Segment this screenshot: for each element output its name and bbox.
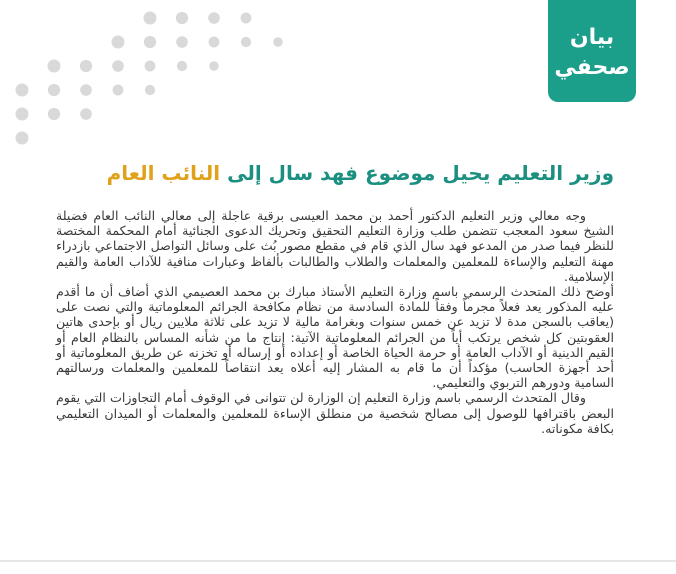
decorative-dot [16, 132, 29, 145]
paragraph-3: وقال المتحدث الرسمي باسم وزارة التعليم إن الوزارة لن تتوانى في الوقوف أمام التجاوزات التي يقوم البعض باقترافها للوصول إلى مصالح شخصية من منطلق الإساءة للمعلمين والمعلمات أو الميدان التعليمي بكافة مكوناته. [56, 390, 614, 436]
decorative-dot [176, 12, 188, 24]
decorative-dot [113, 85, 124, 96]
decorative-dot [273, 37, 283, 47]
decorative-dot [145, 85, 155, 95]
decorative-dot [112, 60, 124, 72]
decorative-dot [241, 13, 252, 24]
badge-line-1: بيان [569, 25, 615, 50]
decorative-dot [80, 108, 92, 120]
decorative-dot [16, 84, 29, 97]
decorative-dot [16, 108, 29, 121]
headline [54, 158, 614, 188]
headline-accent: النائب العام [106, 161, 221, 185]
decorative-dot [48, 84, 60, 96]
decorative-dot [48, 60, 61, 73]
decorative-dot [80, 84, 92, 96]
bottom-divider [0, 560, 676, 574]
decorative-dot [144, 12, 157, 25]
badge-line-2: صحفي [554, 55, 630, 80]
decorative-dot [145, 61, 156, 72]
headline-main: وزير التعليم يحيل موضوع فهد سال إلى [220, 161, 614, 185]
decorative-dot [144, 36, 156, 48]
decorative-dot [176, 36, 188, 48]
press-release-badge [548, 0, 636, 102]
decorative-dot [80, 60, 92, 72]
decorative-dot [208, 12, 220, 24]
decorative-dot [209, 37, 220, 48]
paragraph-2: أوضح ذلك المتحدث الرسمي باسم وزارة التعليم الأستاذ مبارك بن محمد العصيمي الذي أضاف أن ما أقدم عليه المذكور يعد فعلاً مجرماً وفقاً للمادة السادسة من نظام مكافحة الجرائم المعلوماتية والتي نصت على (يعاقب بالسجن مدة لا تزيد عن خمس سنوات وبغرامة مالية لا تزيد على ثلاثة ملايين ريال أو بإحدى هاتين العقوبتين كل شخص يرتكب أياً من الجرائم المعلوماتية الآتية: إنتاج ما من شأنه المساس بالنظام العام أو القيم الدينية أو الآداب العامة أو حرمة الحياة الخاصة أو إعداده أو إرساله أو تخزنه عن طريق المعلوماتية أو أحد أجهزة الحاسب) مؤكداً أن ما قام به المشار إليه أعلاه يعد انتقاصاً للمعلمين والمعلمات ورسالتهم السامية ودورهم التربوي والتعليمي. [56, 284, 614, 391]
paragraph-1: وجه معالي وزير التعليم الدكتور أحمد بن محمد العيسى برقية عاجلة إلى معالي النائب العام فضيلة الشيخ سعود المعجب تتضمن طلب وزارة التعليم التحقيق وتحريك الدعوى الجنائية أمام المحكمة المختصة للنظر فيما صدر من المدعو فهد سال الذي قام في مقطع مصور بُث على وسائل التواصل الاجتماعي بازدراء مهنة التعليم والإساءة للمعلمين والمعلمات والطلاب والطالبات بألفاظ وعبارات منافية للآداب العامة والقيم الإسلامية. [56, 208, 614, 284]
article-body [56, 208, 614, 436]
decorative-dot [48, 108, 60, 120]
decorative-dot [209, 61, 219, 71]
decorative-dot [177, 61, 187, 71]
decorative-dot [241, 37, 251, 47]
decorative-dot-pattern [0, 0, 330, 160]
decorative-dot [112, 36, 125, 49]
